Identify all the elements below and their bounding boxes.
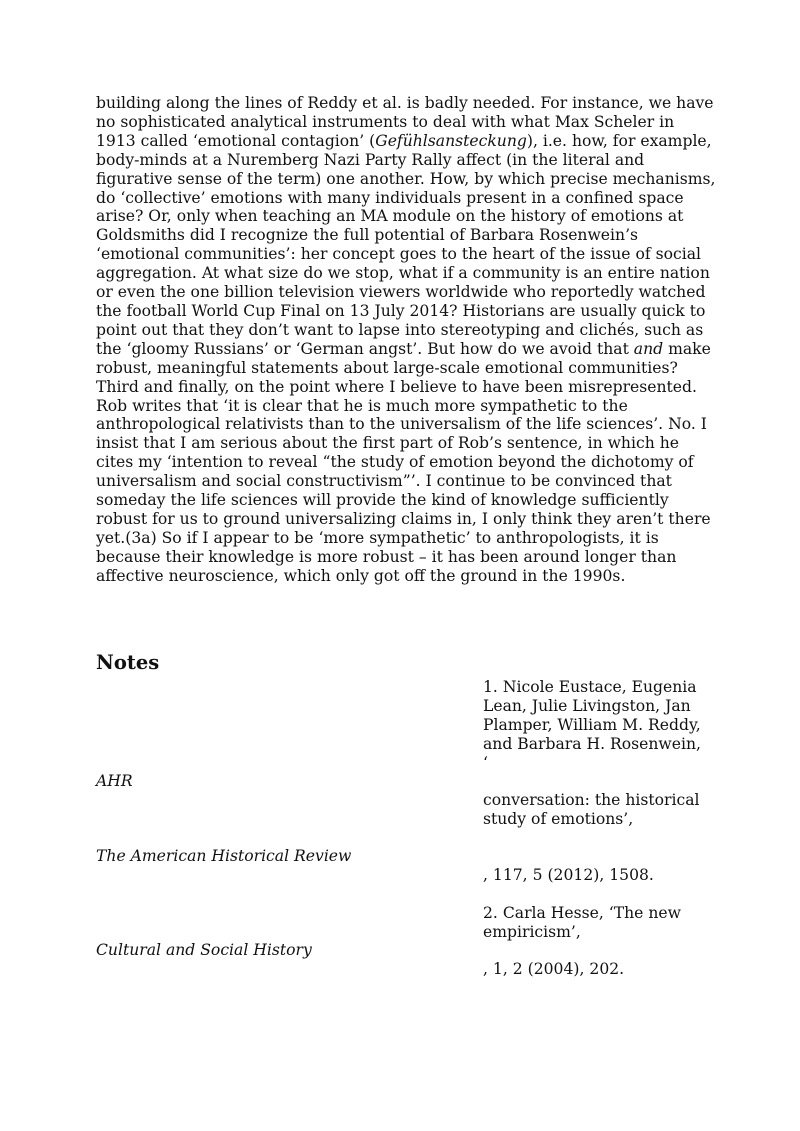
paragraph-text: make robust, meaningful statements about large-scale emotional communities? bbox=[96, 339, 711, 377]
italic-term: Gefühlsansteckung bbox=[375, 131, 527, 150]
article-body bbox=[96, 94, 716, 586]
paragraph-text: ), i.e. how, for example, body-minds at a Nuremberg Nazi Party Rally affect (in the literal and figurative sense of the term) one another. How, by which precise mechanisms, do ‘collective’ emotions with many individuals present in a confined space arise? Or, only when teaching an MA module on the history of emotions at Goldsmiths did I recognize the full potential of Barbara Rosenwein’s ‘emotional communities’: her concept goes to the heart of the issue of social aggregation. At what size do we stop, what if a community is an entire nation or even the one billion television viewers worldwide who reportedly watched the football World Cup Final on 13 July 2014? Historians are usually quick to point out that they don’t want to lapse into stereotyping and clichés, such as the ‘gloomy Russians’ or ‘German angst’. But how do we avoid that bbox=[96, 131, 716, 358]
journal-title-cultural-social-history: Cultural and Social History bbox=[96, 941, 312, 959]
note-1-part-3: , 117, 5 (2012), 1508. bbox=[483, 866, 654, 884]
note-2-part-1: 2. Carla Hesse, ‘The new empiricism’, bbox=[483, 904, 681, 941]
italic-term: and bbox=[633, 339, 664, 358]
journal-title-american-historical-review: The American Historical Review bbox=[96, 847, 352, 865]
body-paragraph-2: Third and finally, on the point where I believe to have been misrepresented. Rob writes that ‘it is clear that he is much more sympathetic to the anthropological relativists than to the universalism of the life sciences’. No. I insist that I am serious about the first part of Rob’s sentence, in which he cites my ‘intention to reveal “the study of emotion beyond the dichotomy of universalism and social constructivism”’. I continue to be convinced that someday the life sciences will provide the kind of knowledge sufficiently robust for us to ground universalizing claims in, I only think they aren’t there yet.(3a) So if I appear to be ‘more sympathetic’ to anthropologists, it is because their knowledge is more robust – it has been around longer than affective neuroscience, which only got off the ground in the 1990s. bbox=[96, 377, 711, 585]
note-2-part-2: , 1, 2 (2004), 202. bbox=[483, 960, 625, 978]
paragraph-text: building along the lines of Reddy et al. is badly needed. For instance, we have no sophisticated analytical instruments to deal with what Max Scheler in 1913 called ‘emotional contagion’ ( bbox=[96, 94, 714, 150]
body-paragraph-1 bbox=[96, 94, 716, 378]
journal-title-ahr: AHR bbox=[96, 772, 133, 790]
notes-heading: Notes bbox=[96, 651, 160, 674]
note-1-part-1: 1. Nicole Eustace, Eugenia Lean, Julie Livingston, Jan Plamper, William M. Reddy, and Barbara H. Rosenwein, ‘ bbox=[483, 678, 701, 772]
note-1-part-2: conversation: the historical study of emotions’, bbox=[483, 791, 700, 828]
